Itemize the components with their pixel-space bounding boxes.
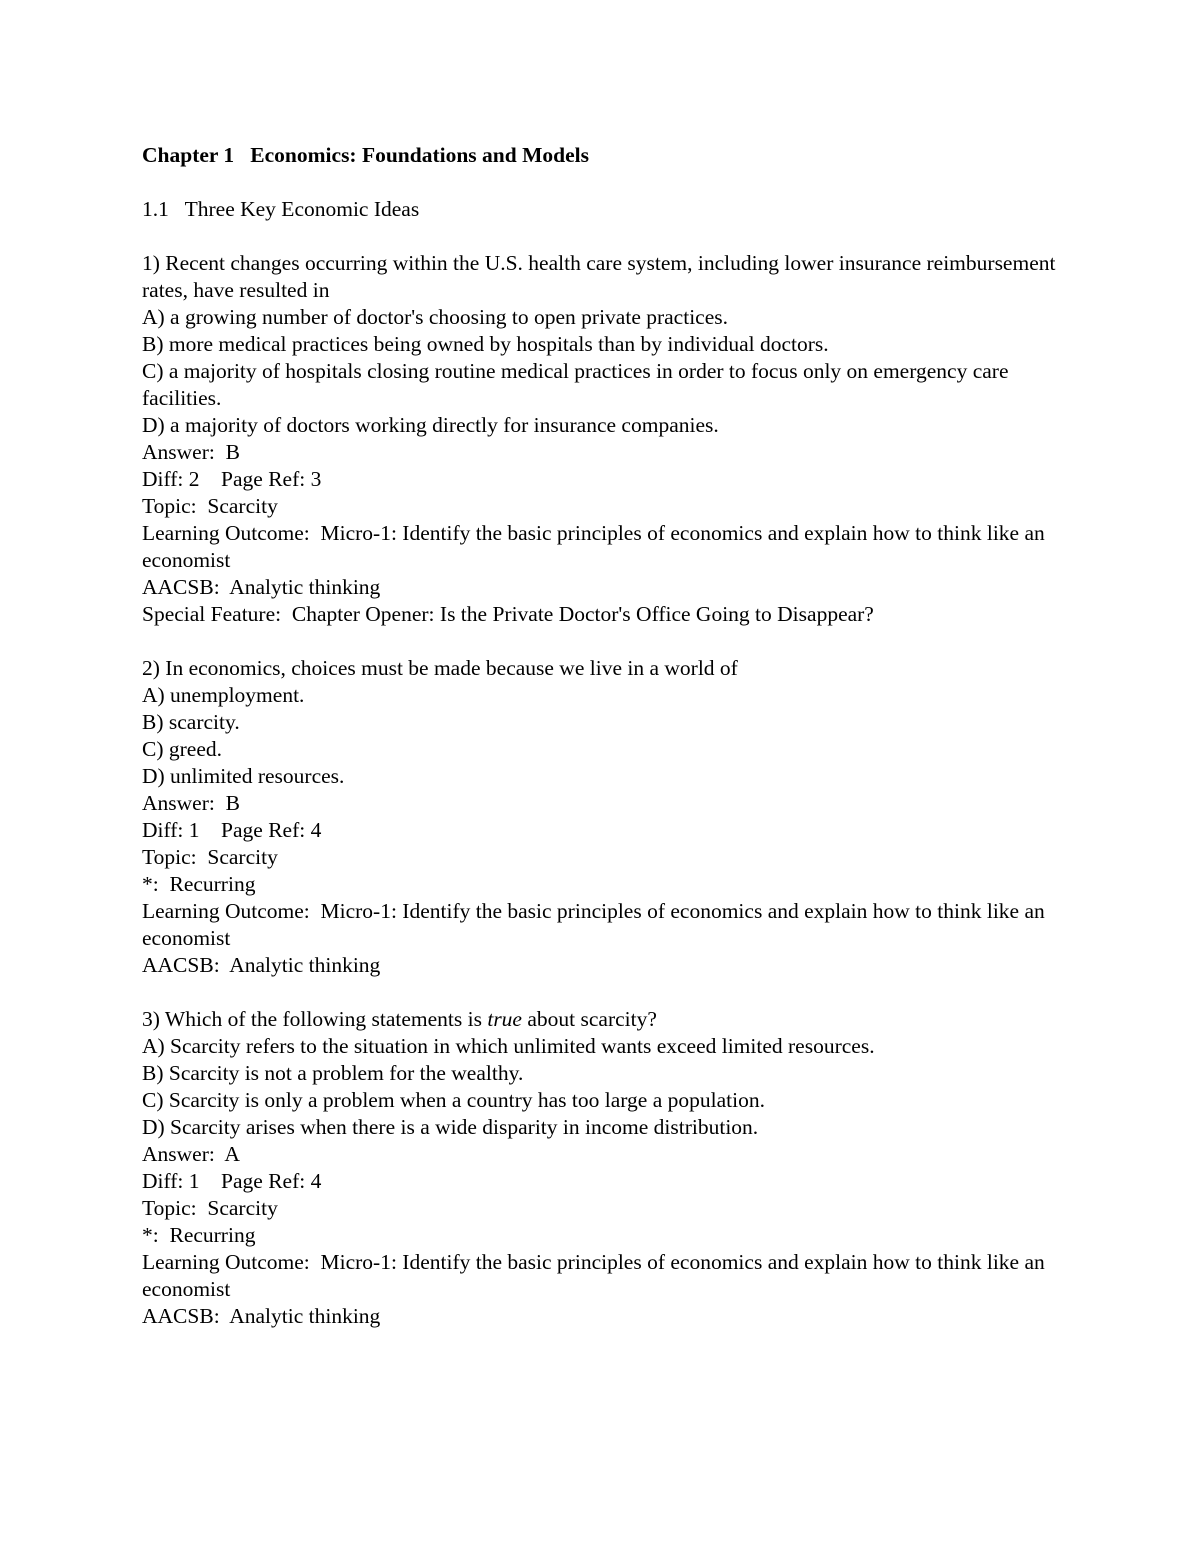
choice-a: A) Scarcity refers to the situation in which unlimited wants exceed limited resources. <box>142 1034 875 1058</box>
question-3 <box>142 1006 1072 1330</box>
question-stem: 1) Recent changes occurring within the U.S. health care system, including lower insurance reimbursement rates, have resulted in <box>142 251 1056 302</box>
choice-b: B) Scarcity is not a problem for the wealthy. <box>142 1061 524 1085</box>
diff-line: Diff: 1 Page Ref: 4 <box>142 1169 322 1193</box>
choice-a: A) a growing number of doctor's choosing to open private practices. <box>142 305 729 329</box>
question-stem-emphasis: true <box>487 1007 522 1031</box>
diff-line: Diff: 1 Page Ref: 4 <box>142 818 322 842</box>
answer-line: Answer: B <box>142 440 240 464</box>
answer-line: Answer: A <box>142 1142 240 1166</box>
choice-c: C) a majority of hospitals closing routine medical practices in order to focus only on emergency care facilities. <box>142 359 1009 410</box>
choice-b: B) more medical practices being owned by hospitals than by individual doctors. <box>142 332 829 356</box>
learning-outcome-line: Learning Outcome: Micro-1: Identify the basic principles of economics and explain how to think like an economist <box>142 1250 1051 1301</box>
question-1 <box>142 250 1072 628</box>
question-stem: 2) In economics, choices must be made because we live in a world of <box>142 656 738 680</box>
choice-d: D) Scarcity arises when there is a wide disparity in income distribution. <box>142 1115 759 1139</box>
answer-line: Answer: B <box>142 791 240 815</box>
learning-outcome-line: Learning Outcome: Micro-1: Identify the basic principles of economics and explain how to think like an economist <box>142 899 1051 950</box>
aacsb-line: AACSB: Analytic thinking <box>142 1304 381 1328</box>
topic-line: Topic: Scarcity <box>142 845 278 869</box>
topic-line: Topic: Scarcity <box>142 494 278 518</box>
recurring-line: *: Recurring <box>142 872 256 896</box>
learning-outcome-line: Learning Outcome: Micro-1: Identify the basic principles of economics and explain how to think like an economist <box>142 521 1051 572</box>
aacsb-line: AACSB: Analytic thinking <box>142 575 381 599</box>
chapter-title: Chapter 1 Economics: Foundations and Models <box>142 143 589 167</box>
document-body <box>142 142 1072 1330</box>
question-stem-end: about scarcity? <box>521 1007 657 1031</box>
diff-line: Diff: 2 Page Ref: 3 <box>142 467 322 491</box>
special-feature-line: Special Feature: Chapter Opener: Is the Private Doctor's Office Going to Disappear? <box>142 602 874 626</box>
choice-c: C) greed. <box>142 737 222 761</box>
question-stem <box>142 1006 1072 1033</box>
section-title: 1.1 Three Key Economic Ideas <box>142 197 420 221</box>
question-2 <box>142 655 1072 979</box>
choice-c: C) Scarcity is only a problem when a country has too large a population. <box>142 1088 765 1112</box>
choice-d: D) a majority of doctors working directly for insurance companies. <box>142 413 719 437</box>
choice-b: B) scarcity. <box>142 710 240 734</box>
choice-a: A) unemployment. <box>142 683 305 707</box>
recurring-line: *: Recurring <box>142 1223 256 1247</box>
question-stem-start: 3) Which of the following statements is <box>142 1007 488 1031</box>
choice-d: D) unlimited resources. <box>142 764 345 788</box>
topic-line: Topic: Scarcity <box>142 1196 278 1220</box>
aacsb-line: AACSB: Analytic thinking <box>142 953 381 977</box>
